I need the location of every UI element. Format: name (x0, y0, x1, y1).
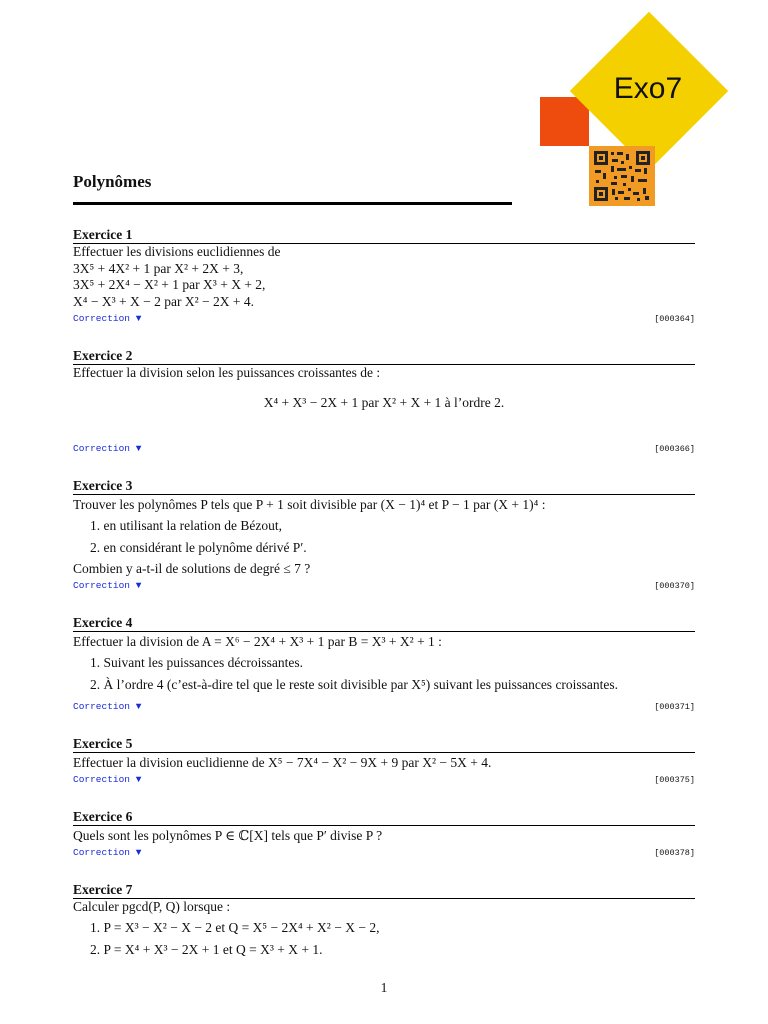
exercise-4-item-1: 1. Suivant les puissances décroissantes. (90, 655, 303, 670)
qr-code-icon (589, 146, 655, 206)
exercise-2-ref: [000366] (654, 444, 695, 454)
exercise-1-ref: [000364] (654, 314, 695, 324)
exercise-5-text: Effectuer la division euclidienne de X⁵ − 7X⁴ − X² − 9X + 9 par X² − 5X + 4. (73, 755, 492, 770)
exercise-4-correction-link[interactable]: Correction ▼ (73, 701, 142, 712)
exercise-4-item-2: 2. À l’ordre 4 (c’est-à-dire tel que le reste soit divisible par X⁵) suivant les puissances croissantes. (90, 677, 619, 692)
exercise-5-heading: Exercice 5 (73, 736, 133, 751)
logo-orange-square (540, 97, 589, 146)
exercise-1-formula-3: X⁴ − X³ + X − 2 par X² − 2X + 4. (73, 294, 254, 309)
page-number: 1 (380, 980, 388, 995)
exercise-1-correction-link[interactable]: Correction ▼ (73, 313, 142, 324)
exercise-7-item-1: 1. P = X³ − X² − X − 2 et Q = X⁵ − 2X⁴ + X² − X − 2, (90, 920, 380, 935)
exercise-3-correction-link[interactable]: Correction ▼ (73, 580, 142, 591)
exercise-3-after: Combien y a-t-il de solutions de degré ≤ 7 ? (73, 561, 311, 576)
exercise-5-correction-link[interactable]: Correction ▼ (73, 774, 142, 785)
exercise-1-formula-1: 3X⁵ + 4X² + 1 par X² + 2X + 3, (73, 261, 244, 276)
exercise-4-ref: [000371] (654, 702, 695, 712)
exercise-3-rule (73, 494, 695, 495)
exercise-4-heading: Exercice 4 (73, 615, 133, 630)
exercise-5-ref: [000375] (654, 775, 695, 785)
exercise-2-heading: Exercice 2 (73, 348, 133, 363)
title-rule (73, 202, 512, 205)
qr-code[interactable] (589, 146, 655, 206)
exercise-6-ref: [000378] (654, 848, 695, 858)
exercise-1-text: Effectuer les divisions euclidiennes de (73, 244, 281, 259)
exercise-7-item-2: 2. P = X⁴ + X³ − 2X + 1 et Q = X³ + X + 1. (90, 942, 323, 957)
exercise-6-correction-link[interactable]: Correction ▼ (73, 847, 142, 858)
exercise-2-correction-link[interactable]: Correction ▼ (73, 443, 142, 454)
exercise-1-formula-2: 3X⁵ + 2X⁴ − X² + 1 par X³ + X + 2, (73, 277, 266, 292)
exercise-3-heading: Exercice 3 (73, 478, 133, 493)
exercise-6-text: Quels sont les polynômes P ∈ ℂ[X] tels que P′ divise P ? (73, 828, 383, 843)
exercise-3-text: Trouver les polynômes P tels que P + 1 soit divisible par (X − 1)⁴ et P − 1 par (X + 1)⁴ : (73, 497, 546, 512)
exercise-7-heading: Exercice 7 (73, 882, 133, 897)
exercise-6-rule (73, 825, 695, 826)
exercise-2-text: Effectuer la division selon les puissances croissantes de : (73, 365, 381, 380)
exercise-6-heading: Exercice 6 (73, 809, 133, 824)
page-title: Polynômes (73, 172, 152, 191)
exercise-3-ref: [000370] (654, 581, 695, 591)
exercise-2-display-formula: X⁴ + X³ − 2X + 1 par X² + X + 1 à l’ordre 2. (263, 395, 505, 410)
exercise-3-item-2: 2. en considérant le polynôme dérivé P′. (90, 540, 307, 555)
exercise-4-text: Effectuer la division de A = X⁶ − 2X⁴ + X³ + 1 par B = X³ + X² + 1 : (73, 634, 442, 649)
exercise-3-item-1: 1. en utilisant la relation de Bézout, (90, 518, 282, 533)
exercise-1-heading: Exercice 1 (73, 227, 133, 242)
exercise-5-rule (73, 752, 695, 753)
exercise-4-rule (73, 631, 695, 632)
exercise-7-text: Calculer pgcd(P, Q) lorsque : (73, 899, 231, 914)
logo-text: Exo7 (613, 72, 683, 105)
